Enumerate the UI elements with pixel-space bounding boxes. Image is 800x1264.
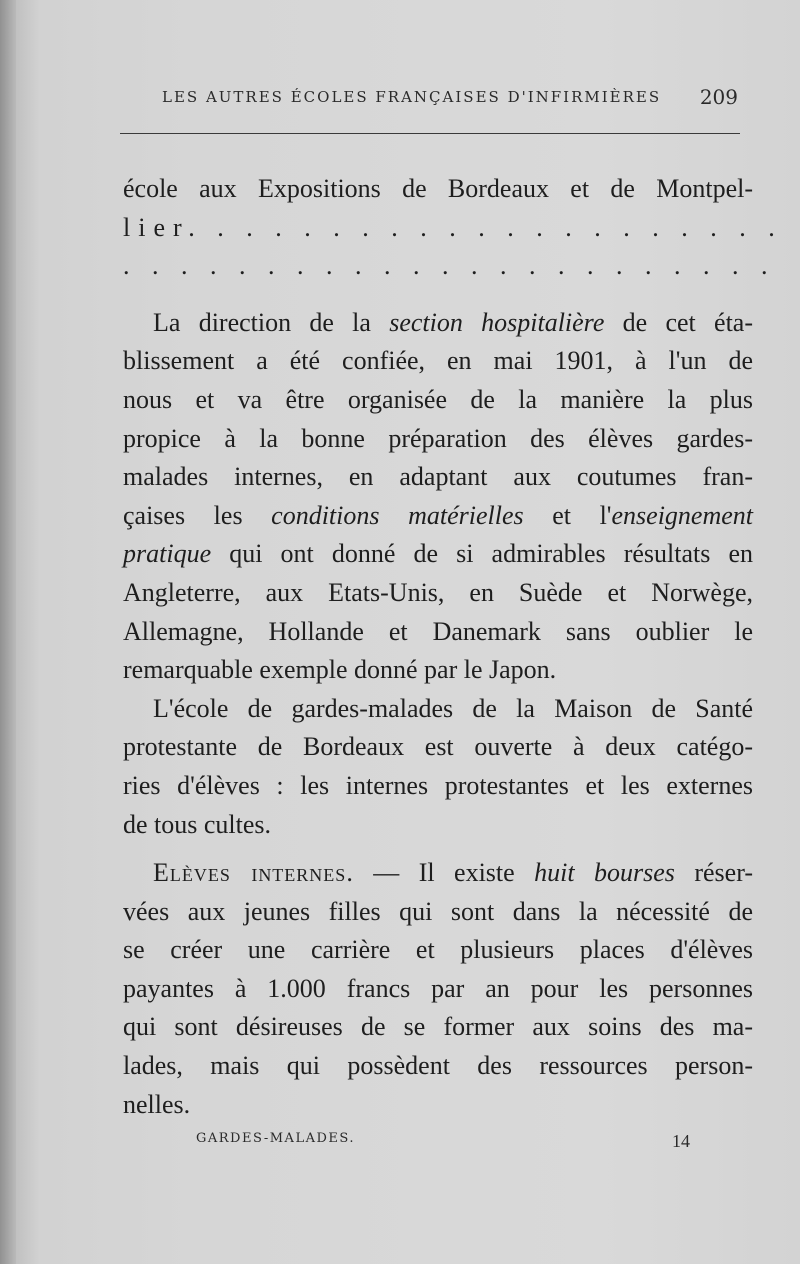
body-text — [123, 170, 783, 1124]
text-line: vées aux jeunes filles qui sont dans la nécessité de — [123, 896, 753, 926]
text-span: et l' — [523, 500, 612, 530]
header-rule — [120, 133, 740, 134]
text-line: de tous cultes. — [123, 809, 272, 839]
page-number: 209 — [699, 85, 738, 109]
text-span: La direction de la — [153, 307, 390, 337]
text-line: Allemagne, Hollande et Danemark sans oublier le — [123, 616, 753, 646]
text-line — [123, 535, 753, 574]
paragraph-first-line — [123, 854, 753, 893]
text-line: école aux Expositions de Bordeaux et de Montpel- — [123, 174, 753, 203]
text-line: ries d'élèves : les internes protestantes et les externes — [123, 770, 753, 800]
text-span: çaises les — [123, 500, 272, 530]
text-line: propice à la bonne préparation des élèves gardes- — [123, 423, 753, 453]
text-line — [123, 497, 753, 536]
italic-span: pratique — [123, 539, 212, 569]
italic-span: huit bourses — [534, 858, 675, 888]
text-line: lades, mais qui possèdent des ressources person- — [123, 1051, 753, 1081]
section-gap — [123, 844, 753, 854]
text-line: Angleterre, aux Etats-Unis, en Suède et Norwège, — [123, 577, 753, 607]
italic-span: enseignement — [611, 500, 754, 530]
text-span: de cet éta- — [604, 307, 753, 337]
text-line: . . . . . . . . . . . . . . . . . . . . . . . — [123, 251, 776, 281]
text-line: malades internes, en adaptant aux coutumes fran- — [123, 462, 753, 492]
text-line: protestante de Bordeaux est ouverte à deux catégo- — [123, 732, 753, 762]
text-line: lier. . . . . . . . . . . . . . . . . . . . . — [123, 212, 783, 242]
text-line: se créer une carrière et plusieurs places d'élèves — [123, 935, 753, 965]
running-head — [122, 85, 740, 118]
text-line: remarquable exemple donné par le Japon. — [123, 655, 557, 685]
text-span: réser- — [674, 858, 754, 888]
smallcaps-heading: Elèves internes. — [153, 858, 354, 888]
signature-mark: GARDES-MALADES. — [196, 1131, 355, 1146]
text-line: blissement a été confiée, en mai 1901, à l'un de — [123, 346, 753, 376]
section-gap — [123, 286, 753, 304]
page-spine-shadow — [0, 0, 16, 1264]
paragraph-first-line: L'école de gardes-malades de la Maison de Santé — [153, 693, 753, 723]
text-line: payantes à 1.000 francs par an pour les personnes — [123, 973, 753, 1003]
text-line: qui sont désireuses de se former aux soins des ma- — [123, 1012, 753, 1042]
running-title: LES AUTRES ÉCOLES FRANÇAISES D'INFIRMIÈRES — [162, 88, 662, 106]
sheet-number: 14 — [672, 1131, 690, 1151]
italic-span: section hospitalière — [389, 307, 605, 337]
text-span: — Il existe — [353, 858, 535, 888]
italic-span: conditions matérielles — [271, 500, 524, 530]
text-line: nous et va être organisée de la manière la plus — [123, 384, 753, 414]
text-line: nelles. — [123, 1089, 191, 1119]
text-span: qui ont donné de si admirables résultats en — [211, 539, 753, 569]
paragraph-first-line — [123, 304, 753, 343]
